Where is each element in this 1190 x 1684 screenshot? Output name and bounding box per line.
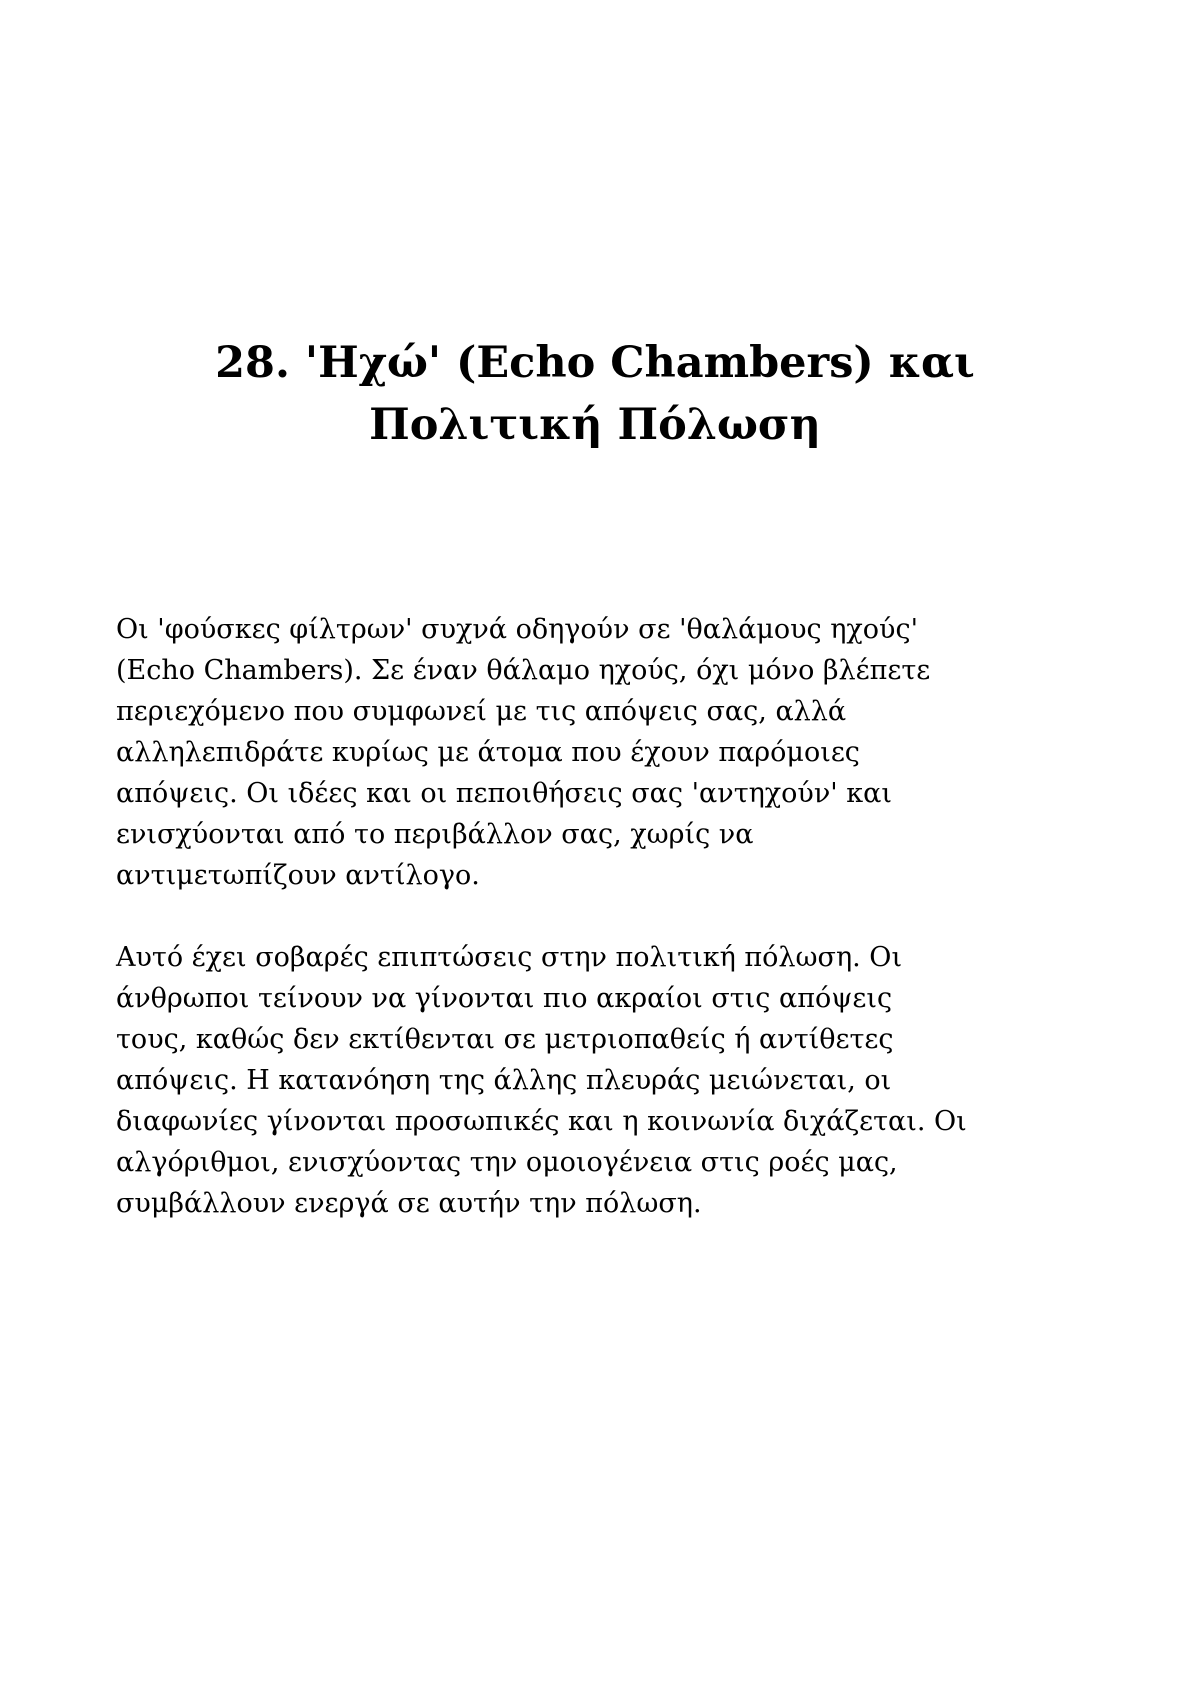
paragraph-2: Αυτό έχει σοβαρές επιπτώσεις στην πολιτική πόλωση. Οι άνθρωποι τείνουν να γίνονται πιο ακραίοι στις απόψεις τους, καθώς δεν εκτίθενται σε μετριοπαθείς ή αντίθετες απόψεις. Η κατανόηση της άλλης πλευράς μειώνεται, οι διαφωνίες γίνονται προσωπικές και η κοινωνία διχάζεται. Οι αλγόριθμοι, ενισχύοντας την ομοιογένεια στις ροές μας, συμβάλλουν ενεργά σε αυτήν την πόλωση. <box>116 942 967 1219</box>
body-text <box>116 609 1096 1265</box>
chapter-title-line-2: Πολιτική Πόλωση <box>369 400 821 450</box>
chapter-title-line-1: 28. 'Ηχώ' (Echo Chambers) και <box>215 338 975 388</box>
paragraph-1: Οι 'φούσκες φίλτρων' συχνά οδηγούν σε 'θαλάμους ηχούς' (Echo Chambers). Σε έναν θάλαμο ηχούς, όχι μόνο βλέπετε περιεχόμενο που συμφωνεί με τις απόψεις σας, αλλά αλληλεπιδράτε κυρίως με άτομα που έχουν παρόμοιες απόψεις. Οι ιδέες και οι πεποιθήσεις σας 'αντηχούν' και ενισχύονται από το περιβάλλον σας, χωρίς να αντιμετωπίζουν αντίλογο. <box>116 614 931 891</box>
chapter-title <box>100 332 1090 456</box>
